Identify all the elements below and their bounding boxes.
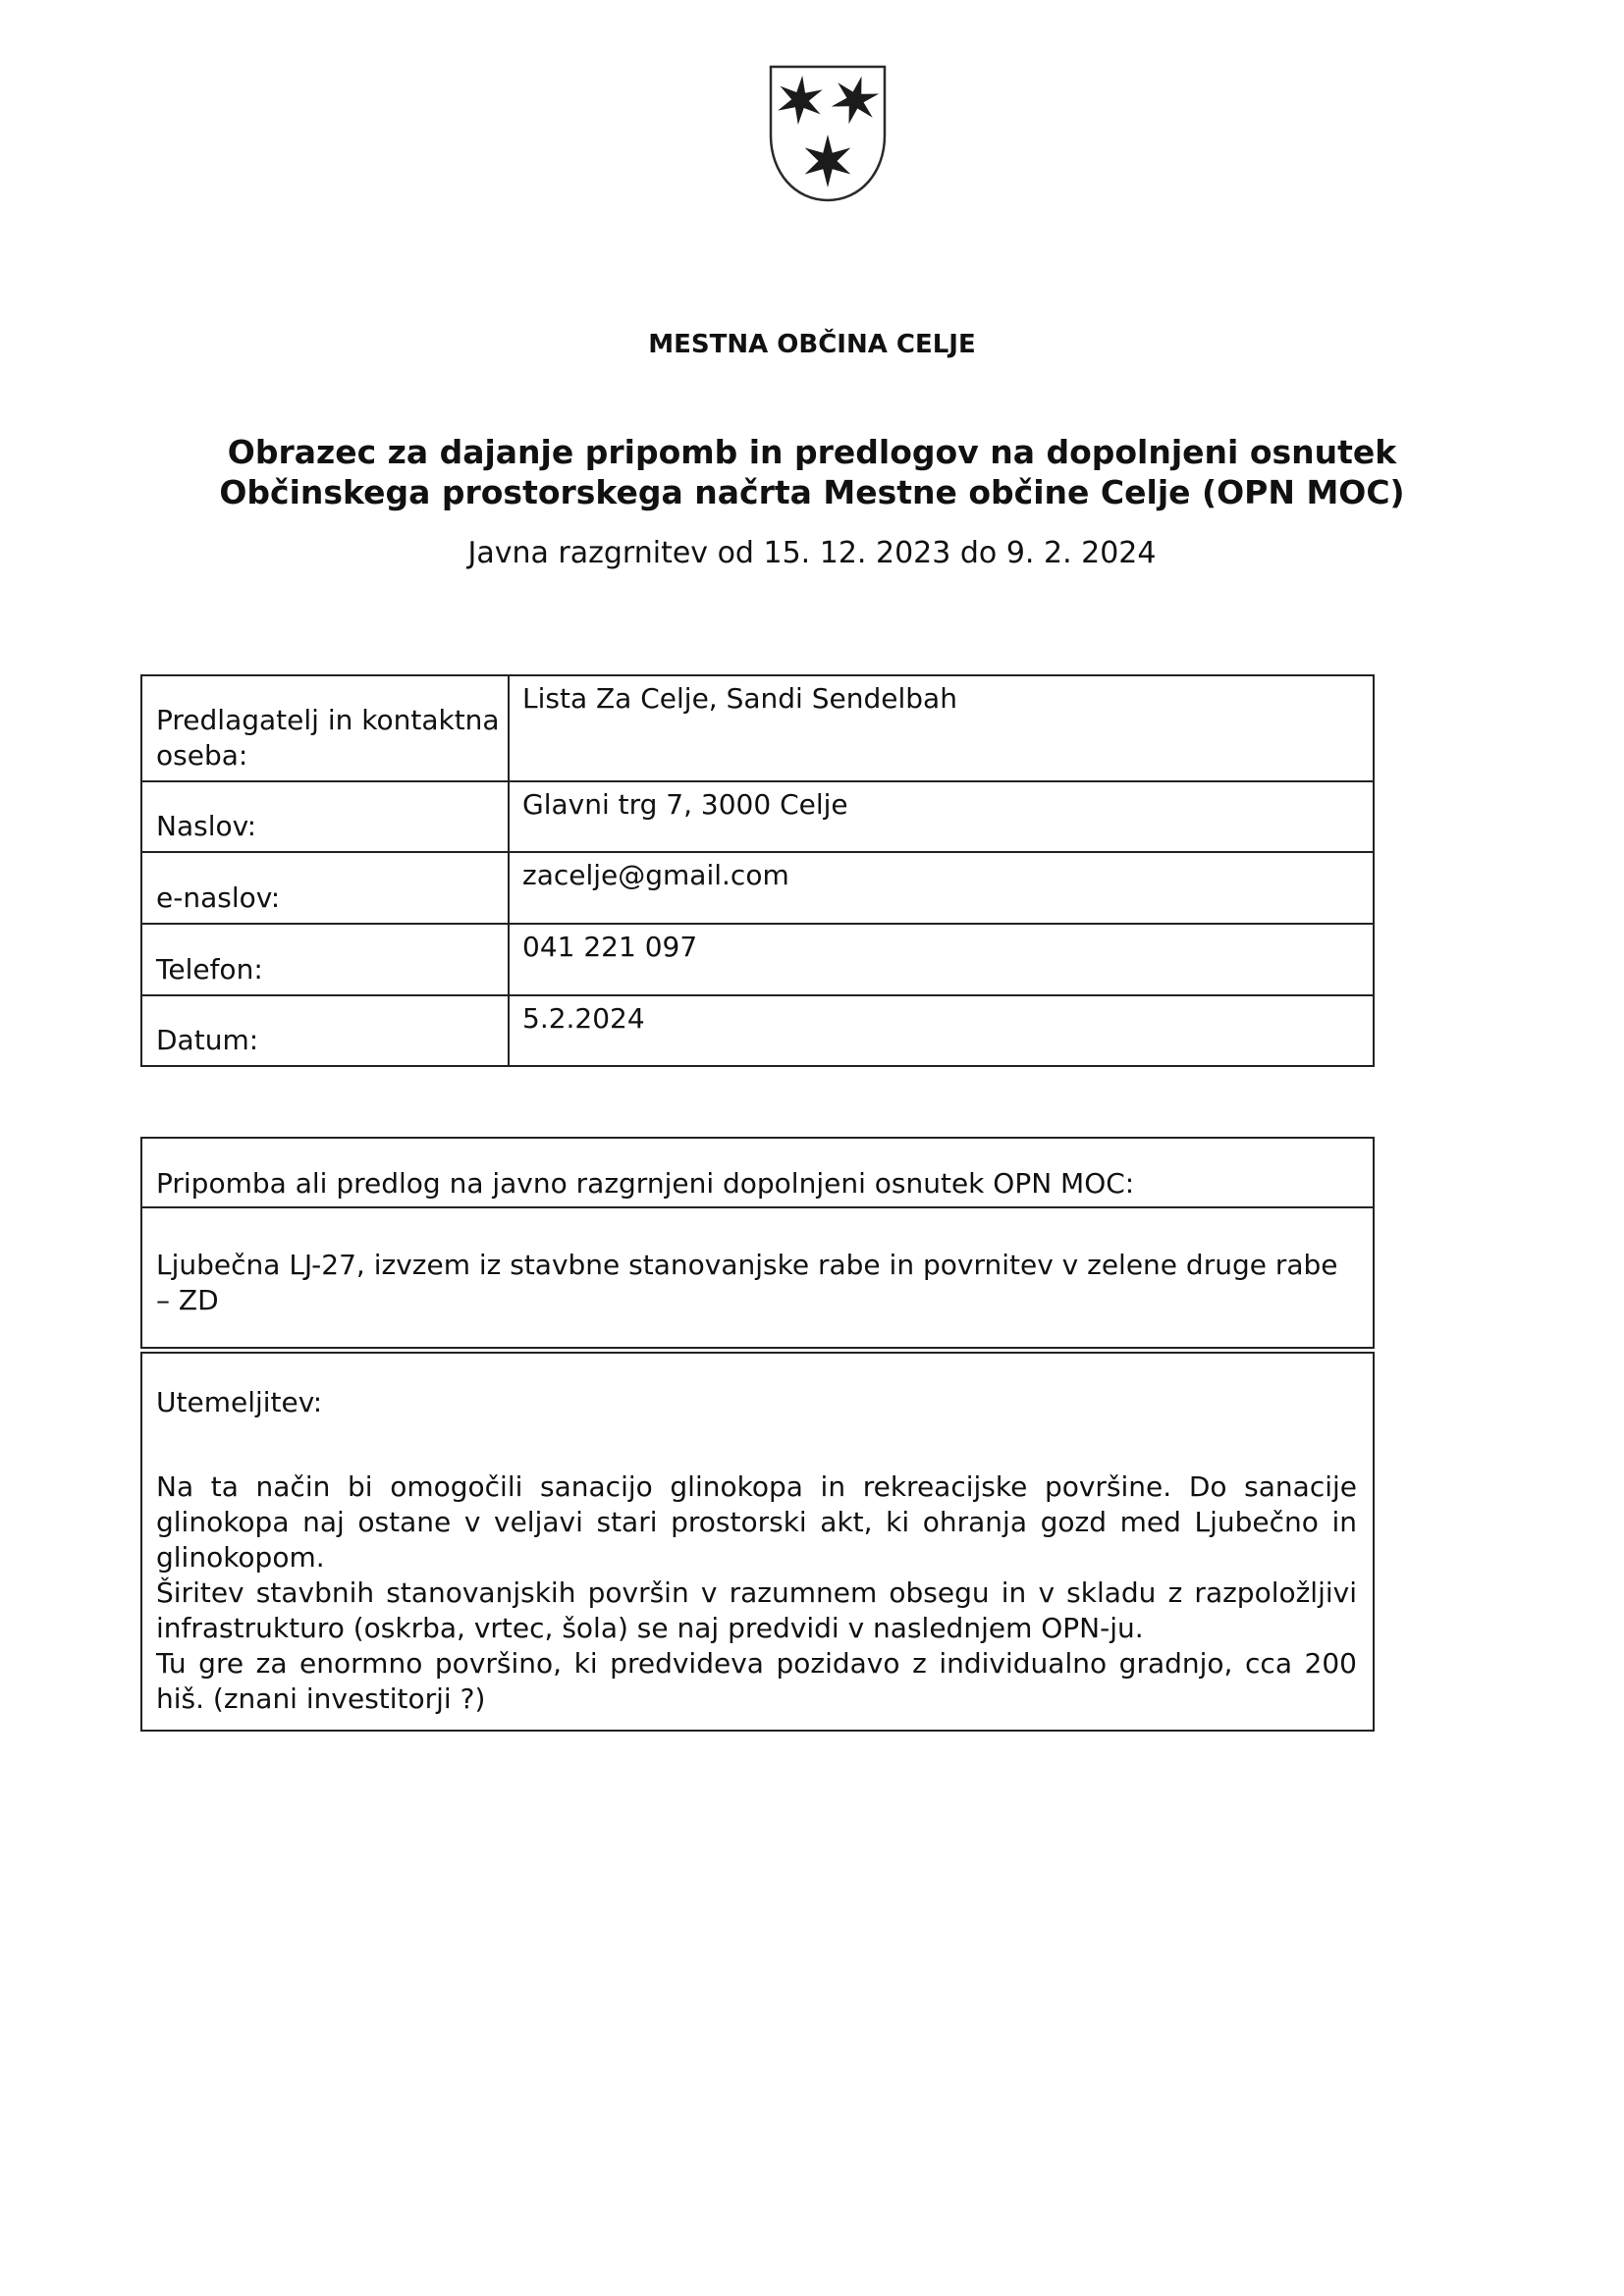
justification-paragraph: Širitev stavbnih stanovanjskih površin v razumnem obsegu in v skladu z razpoložljivi infrastrukturo (oskrba, vrtec, šola) se naj predvidi v naslednjem OPN-ju.	[156, 1576, 1357, 1644]
municipality-name: MESTNA OBČINA CELJE	[648, 330, 976, 359]
public-display-period: Javna razgrnitev od 15. 12. 2023 do 9. 2. 2024	[467, 536, 1157, 570]
email-label: e-naslov:	[141, 852, 509, 924]
comment-table	[140, 1137, 1375, 1349]
date-value: 5.2.2024	[509, 995, 1374, 1066]
comment-header: Pripomba ali predlog na javno razgrnjeni dopolnjeni osnutek OPN MOC:	[141, 1138, 1374, 1207]
table-row	[141, 1207, 1374, 1348]
table-row	[141, 924, 1374, 995]
phone-label: Telefon:	[141, 924, 509, 995]
justification-paragraph: Tu gre za enormno površino, ki predvideva pozidavo z individualno gradnjo, cca 200 hiš. (znani investitorji ?)	[156, 1647, 1357, 1715]
justification-header: Utemeljitev:	[156, 1386, 323, 1418]
table-row	[141, 1138, 1374, 1207]
proposer-label: Predlagatelj in kontaktna oseba:	[141, 675, 509, 781]
address-value: Glavni trg 7, 3000 Celje	[509, 781, 1374, 852]
justification-box	[140, 1352, 1375, 1732]
justification-paragraph: Na ta način bi omogočili sanacijo glinokopa in rekreacijske površine. Do sanacije glinokopa naj ostane v veljavi stari prostorski akt, ki ohranja gozd med Ljubečno in glinokopom.	[156, 1470, 1357, 1574]
phone-value: 041 221 097	[509, 924, 1374, 995]
table-row	[141, 675, 1374, 781]
applicant-table	[140, 674, 1375, 1067]
table-row	[141, 781, 1374, 852]
address-label: Naslov:	[141, 781, 509, 852]
coat-of-arms-icon	[767, 63, 889, 204]
proposer-value: Lista Za Celje, Sandi Sendelbah	[509, 675, 1374, 781]
table-row	[141, 852, 1374, 924]
date-label: Datum:	[141, 995, 509, 1066]
table-row	[141, 995, 1374, 1066]
comment-text: Ljubečna LJ-27, izvzem iz stavbne stanovanjske rabe in povrnitev v zelene druge rabe – ZD	[141, 1207, 1374, 1348]
form-title: Obrazec za dajanje pripomb in predlogov na dopolnjeni osnutek Občinskega prostorskega načrta Mestne občine Celje (OPN MOC)	[219, 433, 1405, 511]
email-value: zacelje@gmail.com	[509, 852, 1374, 924]
